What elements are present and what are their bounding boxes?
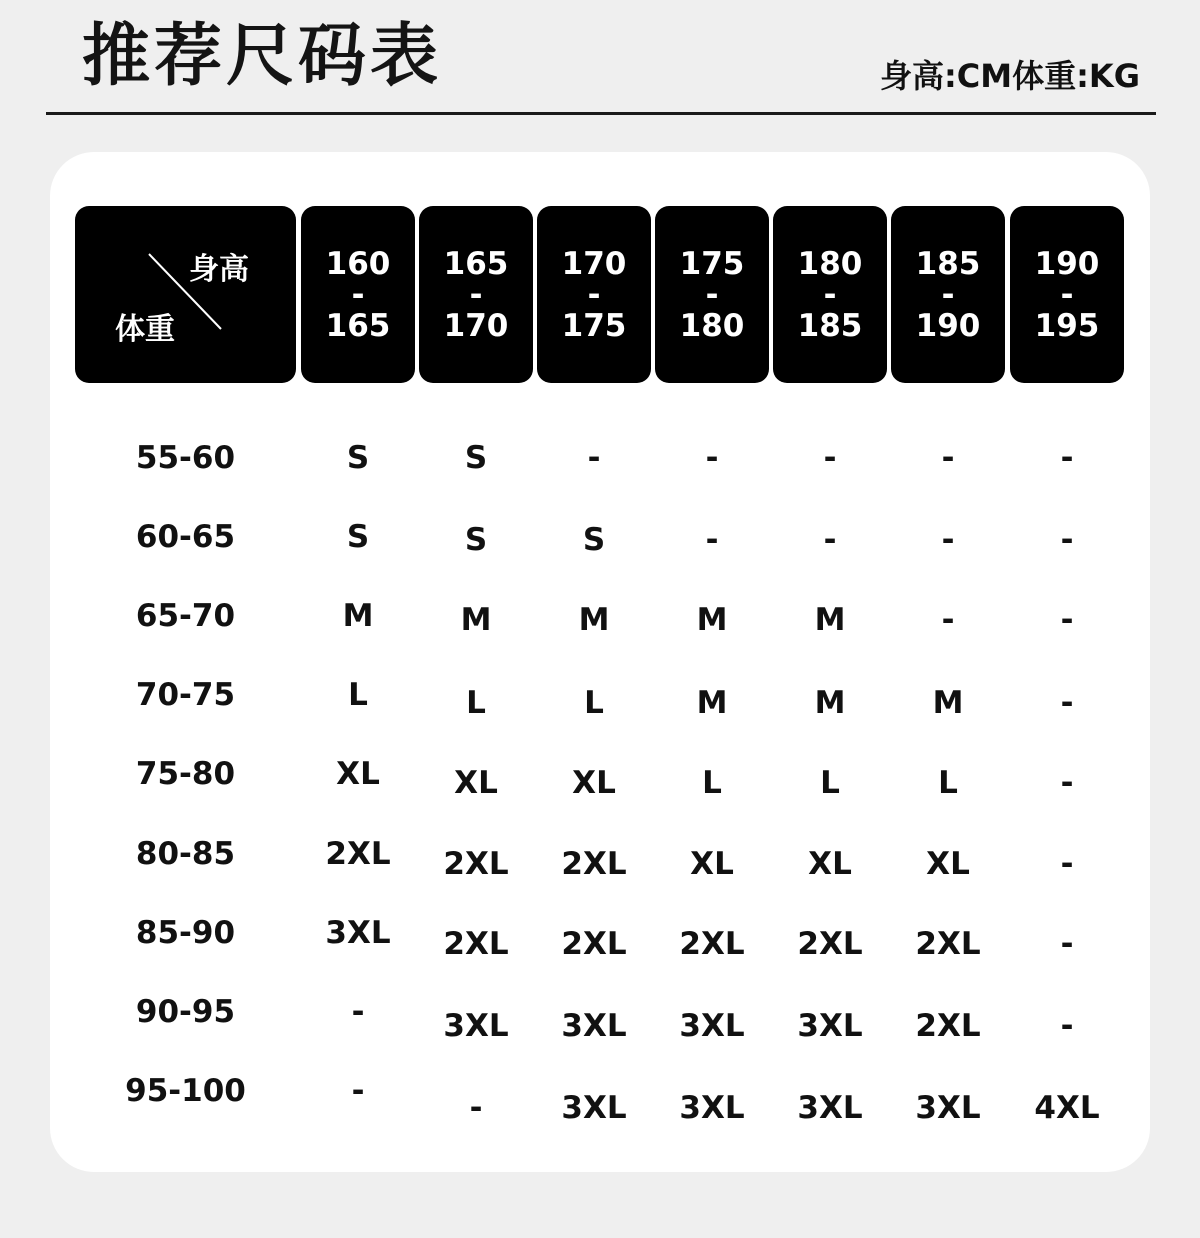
size-cell: - (705, 440, 719, 476)
table-row (75, 428, 1125, 488)
height-to: 190 (915, 307, 981, 344)
size-cell: 3XL (797, 1008, 863, 1044)
height-axis-label: 身高 (189, 252, 249, 287)
height-from: 190 (1034, 245, 1100, 282)
height-to: 180 (679, 307, 745, 344)
size-cell: 2XL (797, 926, 863, 962)
size-cell: L (466, 685, 486, 721)
size-cell: - (1060, 765, 1074, 801)
height-to: 195 (1034, 307, 1100, 344)
table-header (75, 206, 1125, 383)
size-cell: XL (454, 765, 498, 801)
size-cell: 2XL (561, 846, 627, 882)
weight-range-cell: 65-70 (135, 598, 236, 634)
height-from: 180 (797, 245, 863, 282)
height-column-header (1010, 206, 1124, 383)
size-cell: L (348, 677, 368, 713)
size-cell: L (702, 765, 722, 801)
size-cell: 3XL (679, 1008, 745, 1044)
size-cell: 3XL (915, 1090, 981, 1126)
weight-range-cell: 95-100 (125, 1073, 246, 1109)
size-cell: - (1060, 926, 1074, 962)
size-cell: - (941, 440, 955, 476)
size-cell: M (696, 602, 728, 638)
height-column-header (655, 206, 769, 383)
size-cell: L (820, 765, 840, 801)
size-cell: 3XL (679, 1090, 745, 1126)
size-cell: 2XL (443, 926, 509, 962)
table-row (75, 744, 1125, 804)
height-to: 165 (325, 307, 391, 344)
size-cell: - (823, 440, 837, 476)
size-cell: - (1060, 440, 1074, 476)
size-cell: 3XL (561, 1090, 627, 1126)
table-row (75, 665, 1125, 725)
size-cell: XL (336, 756, 380, 792)
size-cell: 3XL (325, 915, 391, 951)
weight-range-cell: 75-80 (135, 756, 236, 792)
size-cell: - (351, 1073, 365, 1109)
size-cell: S (346, 440, 370, 476)
height-column-header (419, 206, 533, 383)
height-column-header (537, 206, 651, 383)
size-cell: S (464, 440, 488, 476)
table-row (75, 586, 1125, 646)
size-cell: - (351, 994, 365, 1030)
size-cell: 2XL (443, 846, 509, 882)
title-divider (46, 112, 1156, 115)
size-cell: - (1060, 685, 1074, 721)
height-from: 165 (443, 245, 509, 282)
weight-range-cell: 90-95 (135, 994, 236, 1030)
height-sep: - (469, 276, 483, 313)
size-cell: M (814, 602, 846, 638)
size-cell: - (1060, 602, 1074, 638)
size-cell: S (346, 519, 370, 555)
height-sep: - (587, 276, 601, 313)
size-cell: - (941, 522, 955, 558)
height-to: 170 (443, 307, 509, 344)
table-row (75, 507, 1125, 567)
weight-range-cell: 60-65 (135, 519, 236, 555)
size-cell: M (696, 685, 728, 721)
size-cell: 3XL (443, 1008, 509, 1044)
size-cell: M (460, 602, 492, 638)
size-cell: XL (690, 846, 734, 882)
size-cell: - (1060, 522, 1074, 558)
page-title: 推荐尺码表 (82, 17, 443, 96)
table-row (75, 1061, 1125, 1126)
size-cell: 2XL (561, 926, 627, 962)
size-cell: S (464, 522, 488, 558)
height-column-header (773, 206, 887, 383)
table-row (75, 903, 1125, 963)
height-from: 170 (561, 245, 627, 282)
size-cell: 3XL (561, 1008, 627, 1044)
height-sep: - (705, 276, 719, 313)
units-note: 身高:CM体重:KG (880, 57, 1140, 95)
table-row (75, 982, 1125, 1042)
weight-axis-label: 体重 (115, 312, 175, 347)
weight-range-cell: 80-85 (135, 836, 236, 872)
height-sep: - (1060, 276, 1074, 313)
height-sep: - (941, 276, 955, 313)
size-cell: XL (926, 846, 970, 882)
size-cell: - (1060, 846, 1074, 882)
size-cell: 2XL (325, 836, 391, 872)
height-to: 185 (797, 307, 863, 344)
size-cell: L (584, 685, 604, 721)
size-cell: - (587, 440, 601, 476)
size-cell: 2XL (915, 926, 981, 962)
height-column-header (891, 206, 1005, 383)
size-cell: L (938, 765, 958, 801)
height-sep: - (351, 276, 365, 313)
table-row (75, 824, 1125, 884)
weight-range-cell: 85-90 (135, 915, 236, 951)
height-to: 175 (561, 307, 627, 344)
size-cell: 3XL (797, 1090, 863, 1126)
size-cell: 2XL (679, 926, 745, 962)
size-cell: M (814, 685, 846, 721)
weight-range-cell: 55-60 (135, 440, 236, 476)
size-cell: - (469, 1090, 483, 1126)
diagonal-divider (75, 206, 296, 383)
size-cell: 4XL (1034, 1090, 1100, 1126)
size-cell: XL (572, 765, 616, 801)
size-cell: - (1060, 1008, 1074, 1044)
size-cell: M (932, 685, 964, 721)
height-column-header (301, 206, 415, 383)
corner-cell (75, 206, 296, 383)
size-cell: 2XL (915, 1008, 981, 1044)
size-cell: S (582, 522, 606, 558)
weight-range-cell: 70-75 (135, 677, 236, 713)
height-from: 175 (679, 245, 745, 282)
height-sep: - (823, 276, 837, 313)
size-cell: - (941, 602, 955, 638)
size-cell: - (823, 522, 837, 558)
size-cell: M (578, 602, 610, 638)
height-from: 160 (325, 245, 391, 282)
size-cell: XL (808, 846, 852, 882)
height-from: 185 (915, 245, 981, 282)
size-cell: M (342, 598, 374, 634)
size-cell: - (705, 522, 719, 558)
